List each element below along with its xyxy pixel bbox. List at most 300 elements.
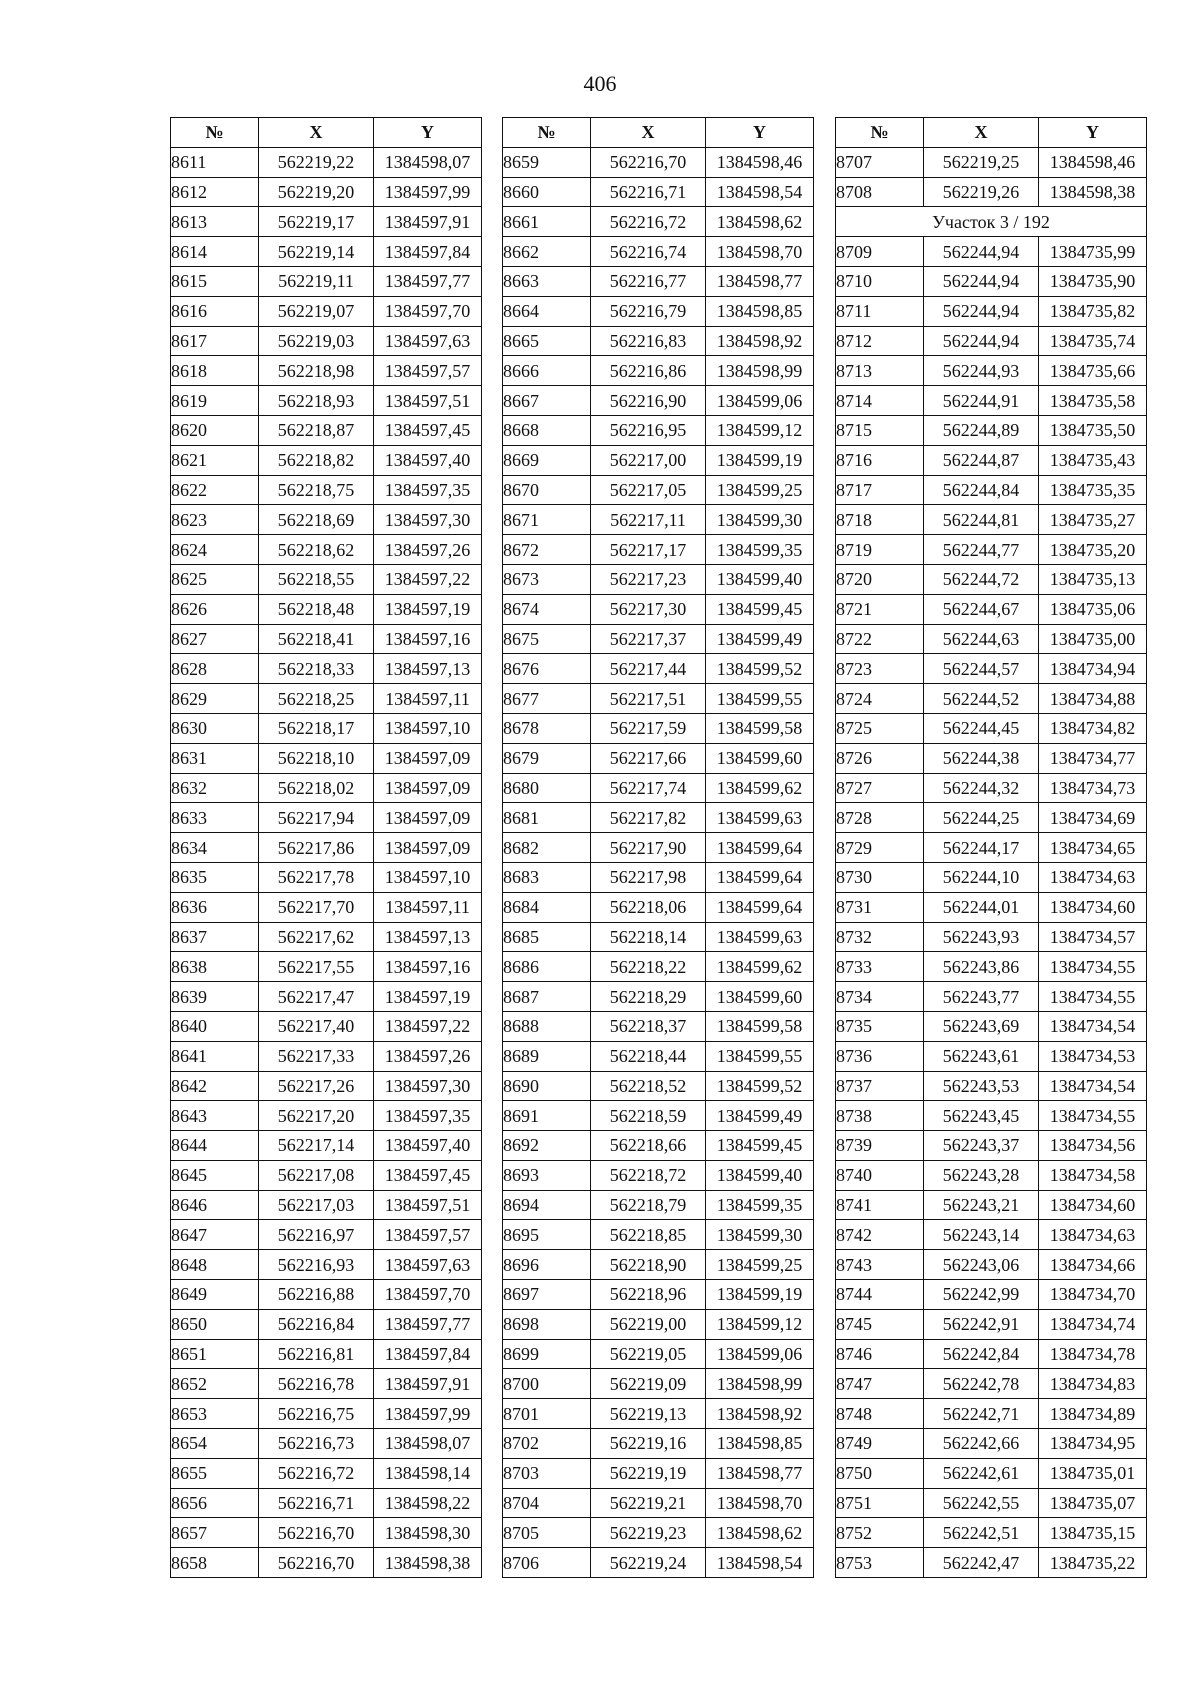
table-row [836, 356, 1147, 386]
x-coordinate-cell: 562243,61 [924, 1041, 1039, 1071]
point-number-cell: 8732 [836, 922, 924, 952]
y-coordinate-cell: 1384734,55 [1039, 1101, 1147, 1131]
table-row [836, 922, 1147, 952]
x-coordinate-cell: 562219,14 [259, 237, 374, 267]
point-number-cell: 8719 [836, 535, 924, 565]
point-number-cell: 8645 [171, 1160, 259, 1190]
y-coordinate-cell: 1384597,11 [374, 684, 482, 714]
y-coordinate-cell: 1384735,74 [1039, 326, 1147, 356]
x-coordinate-cell: 562217,55 [259, 952, 374, 982]
table-row [171, 177, 482, 207]
table-row [836, 1131, 1147, 1161]
y-coordinate-cell: 1384599,63 [706, 922, 814, 952]
x-coordinate-cell: 562218,14 [591, 922, 706, 952]
y-coordinate-cell: 1384735,01 [1039, 1458, 1147, 1488]
y-coordinate-cell: 1384734,77 [1039, 743, 1147, 773]
point-number-cell: 8734 [836, 982, 924, 1012]
y-coordinate-cell: 1384735,90 [1039, 266, 1147, 296]
y-coordinate-cell: 1384599,35 [706, 1190, 814, 1220]
y-coordinate-cell: 1384735,20 [1039, 535, 1147, 565]
x-coordinate-cell: 562244,52 [924, 684, 1039, 714]
y-coordinate-cell: 1384734,58 [1039, 1160, 1147, 1190]
table-row [171, 1339, 482, 1369]
point-number-cell: 8692 [503, 1131, 591, 1161]
point-number-cell: 8631 [171, 743, 259, 773]
point-number-cell: 8721 [836, 594, 924, 624]
x-coordinate-cell: 562217,86 [259, 833, 374, 863]
y-coordinate-cell: 1384734,57 [1039, 922, 1147, 952]
x-coordinate-cell: 562216,81 [259, 1339, 374, 1369]
y-coordinate-cell: 1384597,91 [374, 207, 482, 237]
point-number-cell: 8697 [503, 1280, 591, 1310]
y-coordinate-cell: 1384597,09 [374, 743, 482, 773]
point-number-cell: 8637 [171, 922, 259, 952]
table-row [171, 922, 482, 952]
point-number-cell: 8741 [836, 1190, 924, 1220]
x-coordinate-cell: 562244,67 [924, 594, 1039, 624]
point-number-cell: 8739 [836, 1131, 924, 1161]
y-coordinate-cell: 1384734,63 [1039, 1220, 1147, 1250]
table-row [171, 356, 482, 386]
x-coordinate-cell: 562218,17 [259, 713, 374, 743]
y-coordinate-cell: 1384599,60 [706, 982, 814, 1012]
y-coordinate-cell: 1384735,35 [1039, 475, 1147, 505]
table-header-row [171, 118, 482, 148]
header-number: № [171, 118, 259, 148]
table-row [171, 147, 482, 177]
table-row [171, 445, 482, 475]
table-row [503, 1429, 814, 1459]
point-number-cell: 8718 [836, 505, 924, 535]
point-number-cell: 8630 [171, 713, 259, 743]
table-row [171, 1458, 482, 1488]
table-row [171, 475, 482, 505]
table-row [503, 1011, 814, 1041]
table-row [836, 1548, 1147, 1578]
y-coordinate-cell: 1384597,57 [374, 356, 482, 386]
table-row [836, 1250, 1147, 1280]
point-number-cell: 8672 [503, 535, 591, 565]
x-coordinate-cell: 562217,70 [259, 892, 374, 922]
y-coordinate-cell: 1384597,35 [374, 1101, 482, 1131]
table-row [503, 1250, 814, 1280]
table-row [836, 445, 1147, 475]
table-row [503, 1548, 814, 1578]
y-coordinate-cell: 1384735,22 [1039, 1548, 1147, 1578]
y-coordinate-cell: 1384734,56 [1039, 1131, 1147, 1161]
table-row [836, 505, 1147, 535]
table-row [171, 743, 482, 773]
coordinates-table-2 [502, 117, 814, 1578]
table-row [171, 564, 482, 594]
point-number-cell: 8656 [171, 1488, 259, 1518]
x-coordinate-cell: 562217,98 [591, 862, 706, 892]
x-coordinate-cell: 562242,84 [924, 1339, 1039, 1369]
y-coordinate-cell: 1384734,60 [1039, 1190, 1147, 1220]
point-number-cell: 8624 [171, 535, 259, 565]
x-coordinate-cell: 562216,88 [259, 1280, 374, 1310]
x-coordinate-cell: 562216,79 [591, 296, 706, 326]
x-coordinate-cell: 562243,37 [924, 1131, 1039, 1161]
table-row [171, 1041, 482, 1071]
x-coordinate-cell: 562244,10 [924, 862, 1039, 892]
table-row [836, 475, 1147, 505]
x-coordinate-cell: 562217,59 [591, 713, 706, 743]
point-number-cell: 8643 [171, 1101, 259, 1131]
y-coordinate-cell: 1384734,63 [1039, 862, 1147, 892]
point-number-cell: 8730 [836, 862, 924, 892]
table-row [171, 237, 482, 267]
x-coordinate-cell: 562216,74 [591, 237, 706, 267]
x-coordinate-cell: 562244,72 [924, 564, 1039, 594]
y-coordinate-cell: 1384599,52 [706, 1071, 814, 1101]
y-coordinate-cell: 1384597,77 [374, 1309, 482, 1339]
table-row [171, 1101, 482, 1131]
x-coordinate-cell: 562217,00 [591, 445, 706, 475]
table-row [503, 207, 814, 237]
x-coordinate-cell: 562243,77 [924, 982, 1039, 1012]
y-coordinate-cell: 1384597,57 [374, 1220, 482, 1250]
x-coordinate-cell: 562217,90 [591, 833, 706, 863]
y-coordinate-cell: 1384599,12 [706, 1309, 814, 1339]
x-coordinate-cell: 562244,32 [924, 773, 1039, 803]
x-coordinate-cell: 562244,84 [924, 475, 1039, 505]
point-number-cell: 8745 [836, 1309, 924, 1339]
table-row [836, 654, 1147, 684]
x-coordinate-cell: 562218,96 [591, 1280, 706, 1310]
point-number-cell: 8650 [171, 1309, 259, 1339]
point-number-cell: 8709 [836, 237, 924, 267]
point-number-cell: 8710 [836, 266, 924, 296]
point-number-cell: 8724 [836, 684, 924, 714]
table-row [171, 982, 482, 1012]
x-coordinate-cell: 562243,28 [924, 1160, 1039, 1190]
y-coordinate-cell: 1384734,73 [1039, 773, 1147, 803]
x-coordinate-cell: 562217,82 [591, 803, 706, 833]
y-coordinate-cell: 1384598,77 [706, 1458, 814, 1488]
table-row [171, 1548, 482, 1578]
table-row [503, 684, 814, 714]
point-number-cell: 8639 [171, 982, 259, 1012]
point-number-cell: 8696 [503, 1250, 591, 1280]
x-coordinate-cell: 562217,51 [591, 684, 706, 714]
table-row [171, 952, 482, 982]
point-number-cell: 8661 [503, 207, 591, 237]
point-number-cell: 8693 [503, 1160, 591, 1190]
y-coordinate-cell: 1384597,19 [374, 594, 482, 624]
x-coordinate-cell: 562216,93 [259, 1250, 374, 1280]
y-coordinate-cell: 1384597,10 [374, 713, 482, 743]
y-coordinate-cell: 1384599,64 [706, 862, 814, 892]
x-coordinate-cell: 562218,22 [591, 952, 706, 982]
table-row [836, 1041, 1147, 1071]
x-coordinate-cell: 562218,62 [259, 535, 374, 565]
x-coordinate-cell: 562244,25 [924, 803, 1039, 833]
header-x: X [259, 118, 374, 148]
point-number-cell: 8691 [503, 1101, 591, 1131]
x-coordinate-cell: 562216,72 [591, 207, 706, 237]
y-coordinate-cell: 1384734,66 [1039, 1250, 1147, 1280]
y-coordinate-cell: 1384597,16 [374, 952, 482, 982]
table-row [836, 147, 1147, 177]
table-row [171, 1488, 482, 1518]
point-number-cell: 8655 [171, 1458, 259, 1488]
page-number: 406 [583, 71, 617, 96]
y-coordinate-cell: 1384597,35 [374, 475, 482, 505]
x-coordinate-cell: 562244,63 [924, 624, 1039, 654]
point-number-cell: 8674 [503, 594, 591, 624]
point-number-cell: 8708 [836, 177, 924, 207]
table-row [836, 237, 1147, 267]
table-header-row [503, 118, 814, 148]
x-coordinate-cell: 562243,69 [924, 1011, 1039, 1041]
point-number-cell: 8614 [171, 237, 259, 267]
point-number-cell: 8713 [836, 356, 924, 386]
x-coordinate-cell: 562218,66 [591, 1131, 706, 1161]
y-coordinate-cell: 1384597,51 [374, 1190, 482, 1220]
x-coordinate-cell: 562218,59 [591, 1101, 706, 1131]
y-coordinate-cell: 1384735,82 [1039, 296, 1147, 326]
x-coordinate-cell: 562218,52 [591, 1071, 706, 1101]
point-number-cell: 8651 [171, 1339, 259, 1369]
header-y: Y [1039, 118, 1147, 148]
y-coordinate-cell: 1384599,30 [706, 505, 814, 535]
x-coordinate-cell: 562216,97 [259, 1220, 374, 1250]
point-number-cell: 8666 [503, 356, 591, 386]
table-row [503, 892, 814, 922]
x-coordinate-cell: 562244,94 [924, 237, 1039, 267]
x-coordinate-cell: 562218,33 [259, 654, 374, 684]
x-coordinate-cell: 562218,79 [591, 1190, 706, 1220]
y-coordinate-cell: 1384598,70 [706, 1488, 814, 1518]
point-number-cell: 8720 [836, 564, 924, 594]
y-coordinate-cell: 1384599,62 [706, 773, 814, 803]
point-number-cell: 8744 [836, 1280, 924, 1310]
point-number-cell: 8689 [503, 1041, 591, 1071]
point-number-cell: 8750 [836, 1458, 924, 1488]
x-coordinate-cell: 562219,24 [591, 1548, 706, 1578]
y-coordinate-cell: 1384598,22 [374, 1488, 482, 1518]
table-row [503, 1399, 814, 1429]
table-row [503, 654, 814, 684]
y-coordinate-cell: 1384598,54 [706, 177, 814, 207]
table-row [503, 1160, 814, 1190]
table-row [171, 1220, 482, 1250]
y-coordinate-cell: 1384598,46 [1039, 147, 1147, 177]
y-coordinate-cell: 1384599,58 [706, 1011, 814, 1041]
y-coordinate-cell: 1384597,70 [374, 296, 482, 326]
x-coordinate-cell: 562243,45 [924, 1101, 1039, 1131]
x-coordinate-cell: 562217,11 [591, 505, 706, 535]
x-coordinate-cell: 562218,93 [259, 386, 374, 416]
point-number-cell: 8619 [171, 386, 259, 416]
y-coordinate-cell: 1384734,55 [1039, 982, 1147, 1012]
x-coordinate-cell: 562243,86 [924, 952, 1039, 982]
point-number-cell: 8649 [171, 1280, 259, 1310]
table-row [171, 1190, 482, 1220]
table-row [836, 386, 1147, 416]
table-row [171, 624, 482, 654]
y-coordinate-cell: 1384734,53 [1039, 1041, 1147, 1071]
point-number-cell: 8703 [503, 1458, 591, 1488]
table-row [503, 624, 814, 654]
point-number-cell: 8704 [503, 1488, 591, 1518]
y-coordinate-cell: 1384735,99 [1039, 237, 1147, 267]
point-number-cell: 8753 [836, 1548, 924, 1578]
point-number-cell: 8715 [836, 415, 924, 445]
y-coordinate-cell: 1384734,78 [1039, 1339, 1147, 1369]
table-row [171, 505, 482, 535]
point-number-cell: 8688 [503, 1011, 591, 1041]
y-coordinate-cell: 1384597,84 [374, 237, 482, 267]
table-row [503, 505, 814, 535]
point-number-cell: 8733 [836, 952, 924, 982]
y-coordinate-cell: 1384598,70 [706, 237, 814, 267]
point-number-cell: 8659 [503, 147, 591, 177]
y-coordinate-cell: 1384734,65 [1039, 833, 1147, 863]
table-row [836, 803, 1147, 833]
x-coordinate-cell: 562217,30 [591, 594, 706, 624]
point-number-cell: 8641 [171, 1041, 259, 1071]
section-title: Участок 3 / 192 [836, 207, 1147, 237]
point-number-cell: 8615 [171, 266, 259, 296]
y-coordinate-cell: 1384598,85 [706, 296, 814, 326]
y-coordinate-cell: 1384735,06 [1039, 594, 1147, 624]
y-coordinate-cell: 1384599,52 [706, 654, 814, 684]
y-coordinate-cell: 1384597,30 [374, 505, 482, 535]
point-number-cell: 8685 [503, 922, 591, 952]
y-coordinate-cell: 1384734,95 [1039, 1429, 1147, 1459]
point-number-cell: 8644 [171, 1131, 259, 1161]
table-row [171, 266, 482, 296]
table-row [836, 564, 1147, 594]
header-x: X [924, 118, 1039, 148]
x-coordinate-cell: 562218,29 [591, 982, 706, 1012]
x-coordinate-cell: 562218,25 [259, 684, 374, 714]
point-number-cell: 8611 [171, 147, 259, 177]
y-coordinate-cell: 1384598,38 [1039, 177, 1147, 207]
point-number-cell: 8712 [836, 326, 924, 356]
x-coordinate-cell: 562216,83 [591, 326, 706, 356]
x-coordinate-cell: 562243,06 [924, 1250, 1039, 1280]
point-number-cell: 8617 [171, 326, 259, 356]
x-coordinate-cell: 562217,26 [259, 1071, 374, 1101]
point-number-cell: 8735 [836, 1011, 924, 1041]
point-number-cell: 8717 [836, 475, 924, 505]
table-row [503, 147, 814, 177]
table-row [836, 892, 1147, 922]
y-coordinate-cell: 1384598,07 [374, 147, 482, 177]
x-coordinate-cell: 562219,22 [259, 147, 374, 177]
table-row [171, 1131, 482, 1161]
y-coordinate-cell: 1384598,99 [706, 356, 814, 386]
y-coordinate-cell: 1384597,11 [374, 892, 482, 922]
table-row [836, 713, 1147, 743]
y-coordinate-cell: 1384599,40 [706, 564, 814, 594]
x-coordinate-cell: 562216,70 [259, 1518, 374, 1548]
y-coordinate-cell: 1384599,55 [706, 684, 814, 714]
table-row [836, 326, 1147, 356]
table-row [171, 684, 482, 714]
table-row [836, 862, 1147, 892]
x-coordinate-cell: 562219,07 [259, 296, 374, 326]
y-coordinate-cell: 1384734,74 [1039, 1309, 1147, 1339]
x-coordinate-cell: 562219,00 [591, 1309, 706, 1339]
x-coordinate-cell: 562244,89 [924, 415, 1039, 445]
y-coordinate-cell: 1384597,77 [374, 266, 482, 296]
point-number-cell: 8678 [503, 713, 591, 743]
table-row [836, 177, 1147, 207]
x-coordinate-cell: 562218,10 [259, 743, 374, 773]
y-coordinate-cell: 1384735,15 [1039, 1518, 1147, 1548]
y-coordinate-cell: 1384599,30 [706, 1220, 814, 1250]
y-coordinate-cell: 1384735,13 [1039, 564, 1147, 594]
point-number-cell: 8748 [836, 1399, 924, 1429]
x-coordinate-cell: 562218,44 [591, 1041, 706, 1071]
x-coordinate-cell: 562217,33 [259, 1041, 374, 1071]
point-number-cell: 8749 [836, 1429, 924, 1459]
x-coordinate-cell: 562219,19 [591, 1458, 706, 1488]
table-row [171, 1160, 482, 1190]
y-coordinate-cell: 1384598,38 [374, 1548, 482, 1578]
point-number-cell: 8658 [171, 1548, 259, 1578]
x-coordinate-cell: 562243,21 [924, 1190, 1039, 1220]
table-row [503, 1190, 814, 1220]
x-coordinate-cell: 562218,87 [259, 415, 374, 445]
point-number-cell: 8633 [171, 803, 259, 833]
x-coordinate-cell: 562218,75 [259, 475, 374, 505]
table-row [836, 743, 1147, 773]
table-row [171, 296, 482, 326]
y-coordinate-cell: 1384597,63 [374, 1250, 482, 1280]
table-row [171, 654, 482, 684]
table-row [171, 1280, 482, 1310]
x-coordinate-cell: 562242,91 [924, 1309, 1039, 1339]
point-number-cell: 8722 [836, 624, 924, 654]
y-coordinate-cell: 1384599,40 [706, 1160, 814, 1190]
y-coordinate-cell: 1384597,26 [374, 535, 482, 565]
y-coordinate-cell: 1384597,09 [374, 773, 482, 803]
table-row [836, 1220, 1147, 1250]
y-coordinate-cell: 1384598,46 [706, 147, 814, 177]
x-coordinate-cell: 562217,37 [591, 624, 706, 654]
y-coordinate-cell: 1384598,92 [706, 326, 814, 356]
x-coordinate-cell: 562218,69 [259, 505, 374, 535]
point-number-cell: 8636 [171, 892, 259, 922]
table-row [836, 266, 1147, 296]
table-row [836, 1339, 1147, 1369]
y-coordinate-cell: 1384597,99 [374, 1399, 482, 1429]
point-number-cell: 8653 [171, 1399, 259, 1429]
y-coordinate-cell: 1384597,09 [374, 803, 482, 833]
y-coordinate-cell: 1384597,16 [374, 624, 482, 654]
x-coordinate-cell: 562217,78 [259, 862, 374, 892]
table-row [836, 1369, 1147, 1399]
point-number-cell: 8652 [171, 1369, 259, 1399]
x-coordinate-cell: 562242,61 [924, 1458, 1039, 1488]
point-number-cell: 8702 [503, 1429, 591, 1459]
y-coordinate-cell: 1384598,54 [706, 1548, 814, 1578]
x-coordinate-cell: 562219,03 [259, 326, 374, 356]
point-number-cell: 8662 [503, 237, 591, 267]
table-row [503, 922, 814, 952]
x-coordinate-cell: 562217,23 [591, 564, 706, 594]
y-coordinate-cell: 1384599,35 [706, 535, 814, 565]
table-row [503, 445, 814, 475]
table-row [503, 177, 814, 207]
y-coordinate-cell: 1384599,25 [706, 475, 814, 505]
point-number-cell: 8635 [171, 862, 259, 892]
